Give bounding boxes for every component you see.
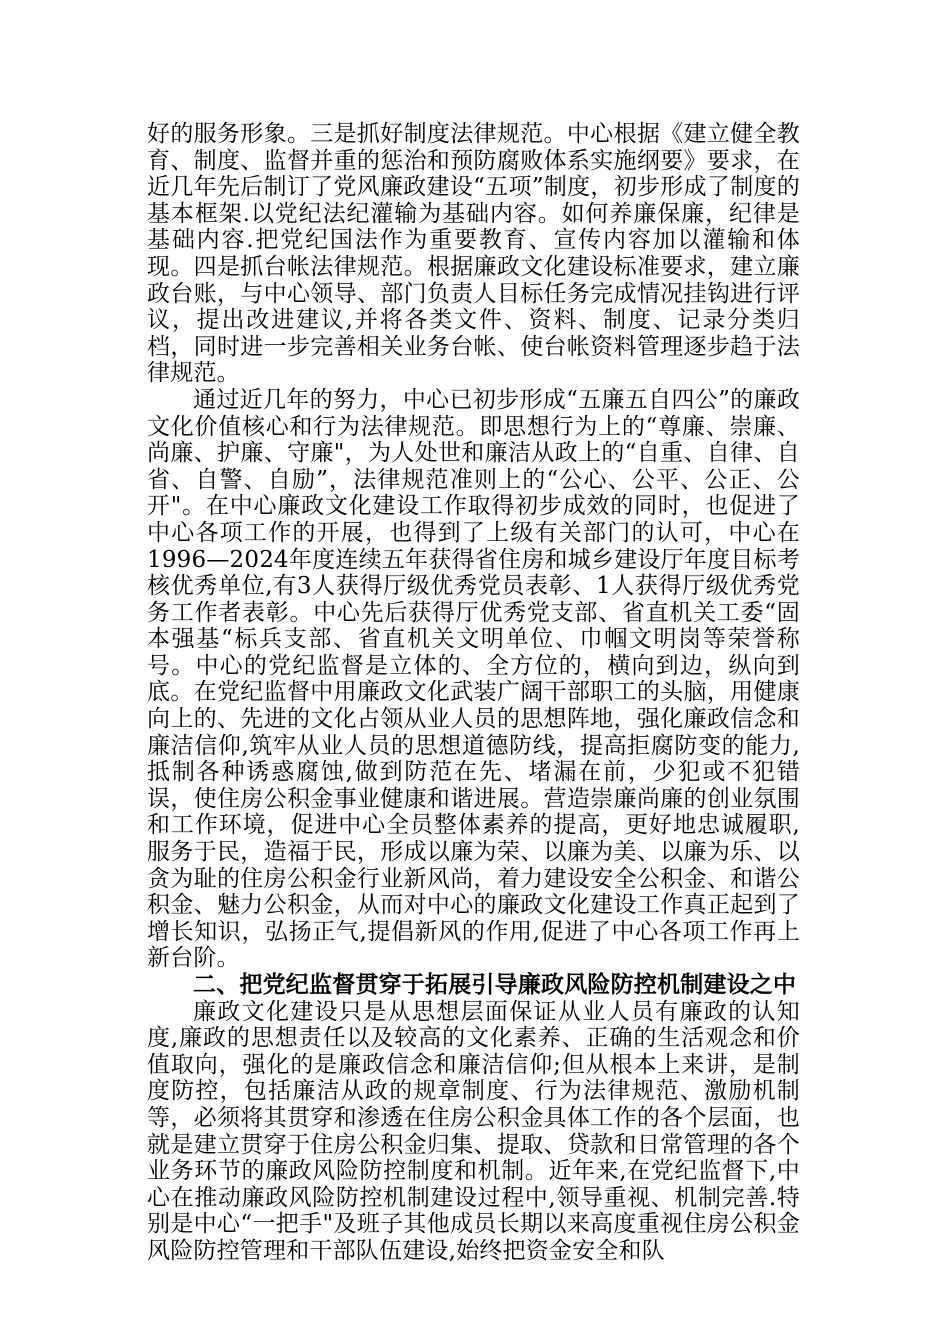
- document-page: [147, 121, 800, 1265]
- section-heading-2: 二、把党纪监督贯穿于拓展引导廉政风险防控机制建设之中: [193, 972, 797, 998]
- paragraph-3: 廉政文化建设只是从思想层面保证从业人员有廉政的认知度,廉政的思想责任以及较高的文化素养、正确的生活观念和价值取向，强化的是廉政信念和廉洁信仰;但从根本上来讲，是制度防控，包括廉洁从政的规章制度、行为法律规范、激励机制等，必须将其贯穿和渗透在住房公积金具体工作的各个层面，也就是建立贯穿于住房公积金归集、提取、贷款和日常管理的各个业务环节的廉政风险防控制度和机制。近年来,在党纪监督下,中心在推动廉政风险防控机制建设过程中,领导重视、机制完善.特别是中心“一把手"及班子其他成员长期以来高度重视住房公积金风险防控管理和干部队伍建设,始终把资金安全和队: [147, 998, 800, 1264]
- paragraph-2: 通过近几年的努力，中心已初步形成“五廉五自四公”的廉政文化价值核心和行为法律规范。即思想行为上的“尊廉、崇廉、尚廉、护廉、守廉"，为人处世和廉洁从政上的“自重、自律、自省、自警、自励”，法律规范准则上的“公心、公平、公正、公开"。在中心廉政文化建设工作取得初步成效的同时，也促进了中心各项工作的开展，也得到了上级有关部门的认可，中心在1996—2024年度连续五年获得省住房和城乡建设厅年度目标考核优秀单位,有3人获得厅级优秀党员表彰、1人获得厅级优秀党务工作者表彰。中心先后获得厅优秀党支部、省直机关工委“固本强基“标兵支部、省直机关文明单位、巾帼文明岗等荣誉称号。中心的党纪监督是立体的、全方位的，横向到边，纵向到底。在党纪监督中用廉政文化武装广阔干部职工的头脑，用健康向上的、先进的文化占领从业人员的思想阵地，强化廉政信念和廉洁信仰,筑牢从业人员的思想道德防线，提高拒腐防变的能力,抵制各种诱惑腐蚀,做到防范在先、堵漏在前，少犯或不犯错误，使住房公积金事业健康和谐进展。营造崇廉尚廉的创业氛围和工作环境，促进中心全员整体素养的提高，更好地忠诚履职,服务于民，造福于民，形成以廉为荣、以廉为美、以廉为乐、以贪为耻的住房公积金行业新风尚，着力建设安全公积金、和谐公积金、魅力公积金，从而对中心的廉政文化建设工作真正起到了增长知识，弘扬正气,提倡新风的作用,促进了中心各项工作再上新台阶。: [147, 386, 800, 972]
- paragraph-1: 好的服务形象。三是抓好制度法律规范。中心根据《建立健全教育、制度、监督并重的惩治和预防腐败体系实施纲要》要求，在近几年先后制订了党风廉政建设“五项”制度，初步形成了制度的基本框架.以党纪法纪灌输为基础内容。如何养廉保廉，纪律是基础内容.把党纪国法作为重要教育、宣传内容加以灌输和体现。四是抓台帐法律规范。根据廉政文化建设标准要求，建立廉政台账，与中心领导、部门负责人目标任务完成情况挂钩进行评议，提出改进建议,并将各类文件、资料、制度、记录分类归档，同时进一步完善相关业务台帐、使台帐资料管理逐步趋于法律规范。: [147, 121, 800, 387]
